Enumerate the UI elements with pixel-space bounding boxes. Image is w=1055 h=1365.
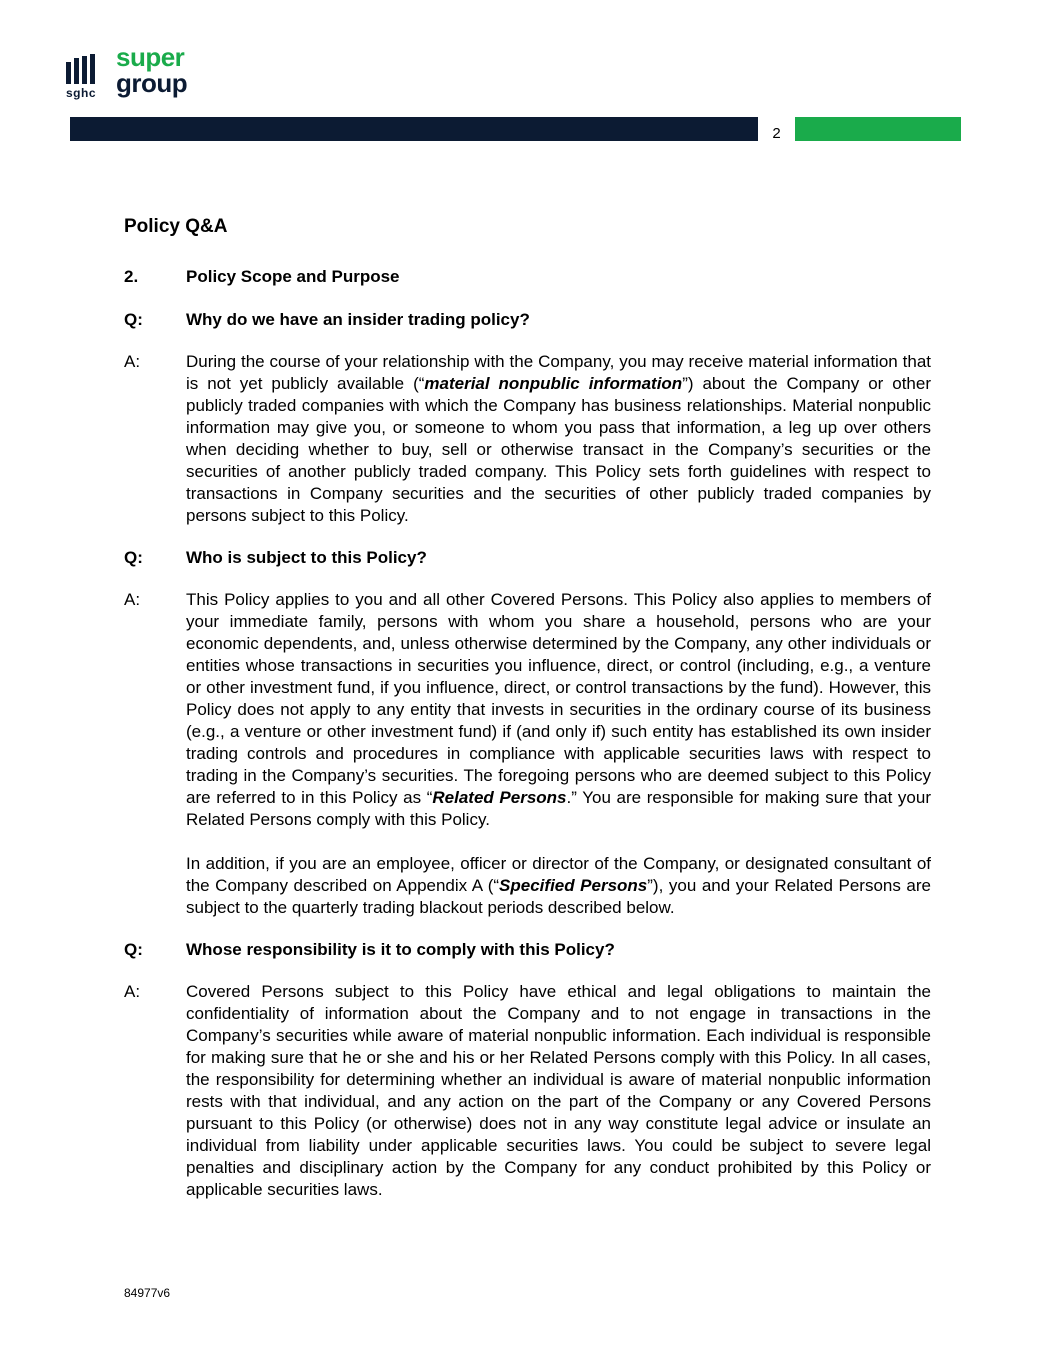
answer-text: Covered Persons subject to this Policy have ethical and legal obligations to maintain the confidentiality of information about the Company and to not engage in transactions in the Company’s securities while aware of material nonpublic information. Each individual is responsible for making sure that he or she and his or her Related Persons comply with this Policy. In all cases, the responsibility for determining whether an individual is aware of material nonpublic information rests with that individual, and any action on the part of the Company or any Covered Persons pursuant to this Policy (or otherwise) does not in any way constitute legal advice or insulate an individual from liability under applicable securities laws. You could be subject to severe legal penalties and disciplinary action by the Company for any conduct prohibited by this Policy or applicable securities laws. [186, 982, 931, 1199]
answer-label: A: [124, 352, 141, 371]
question-label: Q: [124, 548, 143, 567]
header-band-dark [70, 117, 758, 141]
answer-1 [124, 351, 931, 527]
answer-text-part: During the course of your relationship with the Company, you may receive material information that is not yet publicly available (“ [186, 352, 931, 393]
logo-word-super: super [116, 42, 185, 72]
answer-paragraph [186, 853, 931, 919]
logo-word-group: group [116, 68, 188, 98]
defined-term: Specified Persons [499, 876, 648, 895]
answer-text [186, 351, 931, 527]
question-label: Q: [124, 310, 143, 329]
answer-paragraph [186, 590, 931, 829]
header-band-green [795, 117, 961, 141]
page-number: 2 [772, 125, 781, 142]
question-1 [124, 309, 931, 331]
logo-bars-icon [66, 54, 102, 84]
defined-term: material nonpublic information [424, 374, 683, 393]
answer-2 [124, 589, 931, 919]
company-logo [66, 42, 206, 102]
question-text: Whose responsibility is it to comply with this Policy? [186, 940, 615, 959]
page-title: Policy Q&A [124, 216, 228, 237]
question-text: Who is subject to this Policy? [186, 548, 427, 567]
document-id: 84977v6 [124, 1286, 171, 1300]
section-title: Policy Scope and Purpose [186, 267, 400, 286]
question-2 [124, 547, 931, 569]
answer-label: A: [124, 982, 141, 1001]
section-number: 2. [124, 267, 139, 286]
defined-term: Related Persons [432, 788, 567, 807]
answer-text-part: In addition, if you are an employee, officer or director of the Company, or designated consultant of the Company described on Appendix A (“ [186, 854, 931, 895]
answer-3 [124, 981, 931, 1201]
answer-text-part: .” You are responsible for making sure that your Related Persons comply with this Policy. [186, 788, 932, 829]
question-label: Q: [124, 940, 143, 959]
section-heading [124, 266, 931, 288]
logo-abbrev: sghc [66, 86, 97, 100]
question-text: Why do we have an insider trading policy? [186, 310, 530, 329]
answer-text-part: ”) about the Company or other publicly traded companies with which the Company has business relationships. Material nonpublic information may give you, or someone to whom you pass that information, a leg up over others when deciding whether to buy, sell or otherwise transact in the Company’s securities or the securities of another publicly traded company. This Policy sets forth guidelines with respect to transactions in Company securities and the securities of other publicly traded companies by persons subject to this Policy. [186, 374, 931, 525]
answer-text-part: This Policy applies to you and all other Covered Persons. This Policy also applies to members of your immediate family, persons with whom you share a household, persons who are your economic dependents, and, unless otherwise determined by the Company, any other individuals or entities whose transactions in securities you influence, direct, or control (including, e.g., a venture or other investment fund, if you influence, direct, or control transactions by the fund). However, this Policy does not apply to any entity that invests in securities in the ordinary course of its business (e.g., a venture or other investment fund) if (and only if) such entity has established its own insider trading controls and procedures in compliance with applicable securities laws with respect to trading in the Company’s securities. The foregoing persons who are deemed subject to this Policy are referred to in this Policy as “ [186, 590, 931, 807]
document-body [124, 213, 931, 1221]
answer-text-part: ”), you and your Related Persons are subject to the quarterly trading blackout periods described below. [186, 876, 931, 917]
question-3 [124, 939, 931, 961]
answer-text [186, 589, 931, 919]
answer-label: A: [124, 590, 141, 609]
